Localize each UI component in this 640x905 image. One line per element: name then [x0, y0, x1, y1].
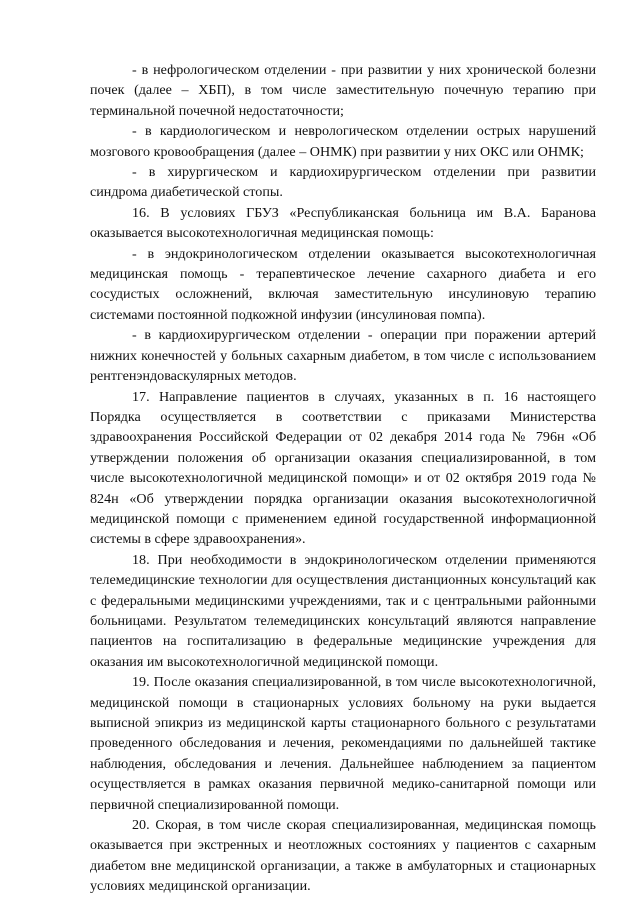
paragraph-endocrinology: - в эндокринологическом отделении оказывается высокотехнологичная медицинская помощь - терапевтическое лечение сахарного диабета и его сосудистых осложнений, включая заместительную инсулиновую терапию системами постоянной подкожной инфузии (инсулиновая помпа).	[90, 245, 596, 323]
document-page	[90, 60, 596, 897]
paragraph-cardiology-neurology: - в кардиологическом и неврологическом отделении острых нарушений мозгового кровообращения (далее – ОНМК) при развитии у них ОКС или ОНМК;	[90, 123, 596, 160]
paragraph-nephrology: - в нефрологическом отделении - при развитии у них хронической болезни почек (далее – ХБП), в том числе заместительную почечную терапию при терминальной почечной недостаточности;	[90, 62, 596, 119]
paragraph-20: 20. Скорая, в том числе скорая специализированная, медицинская помощь оказывается при экстренных и неотложных состояниях у пациентов с сахарным диабетом вне медицинской организации, а также в амбулаторных и стационарных условиях медицинской организации.	[90, 817, 596, 895]
paragraph-16: 16. В условиях ГБУЗ «Республиканская больница им В.А. Баранова оказывается высокотехнологичная медицинская помощь:	[90, 204, 596, 242]
paragraph-surgery: - в хирургическом и кардиохирургическом отделении при развитии синдрома диабетической стопы.	[90, 164, 596, 201]
paragraph-18: 18. При необходимости в эндокринологическом отделении применяются телемедицинские технологии для осуществления дистанционных консультаций как с федеральными медицинскими учреждениями, так и с центральными районными больницами. Результатом телемедицинских консультаций являются направление пациентов на госпитализацию в федеральные медицинские учреждения для оказания им высокотехнологичной медицинской помощи.	[90, 551, 596, 670]
paragraph-19: 19. После оказания специализированной, в том числе высокотехнологичной, медицинской помощи в стационарных условиях больному на руки выдается выписной эпикриз из медицинской карты стационарного больного с результатами проведенного обследования и лечения, рекомендациями по дальнейшей тактике наблюдения, обследования и лечения. Дальнейшее наблюдением за пациентом осуществляется в рамках оказания первичной медико-санитарной помощи или первичной специализированной помощи.	[90, 674, 596, 813]
paragraph-17: 17. Направление пациентов в случаях, указанных в п. 16 настоящего Порядка осуществляется в соответствии с приказами Министерства здравоохранения Российской Федерации от 02 декабря 2014 года № 796н «Об утверждении положения об организации оказания специализированной, в том числе высокотехнологичной медицинской помощи» и от 02 октября 2019 года № 824н «Об утверждении порядка организации оказания высокотехнологичной медицинской помощи с применением единой государственной информационной системы в сфере здравоохранения».	[90, 388, 596, 548]
paragraph-cardiac-surgery: - в кардиохирургическом отделении - операции при поражении артерий нижних конечностей у больных сахарным диабетом, в том числе с использованием рентгенэндоваскулярных методов.	[90, 327, 596, 385]
